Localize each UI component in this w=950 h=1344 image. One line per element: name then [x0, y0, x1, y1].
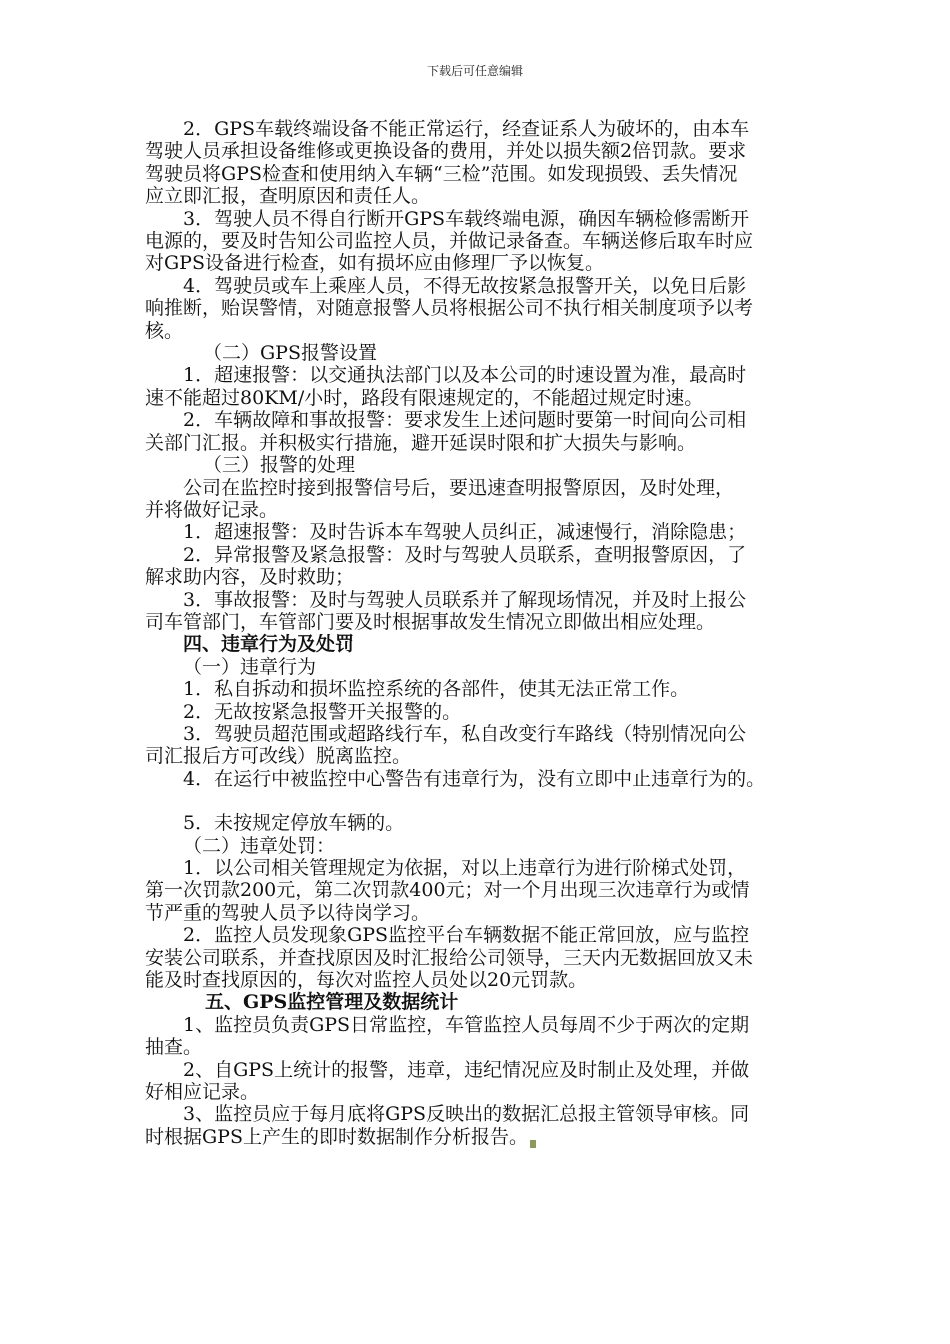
paragraph-line: 2、自GPS上统计的报警，违章，违纪情况应及时制止及处理，并做: [183, 1058, 750, 1081]
paragraph-line: 3、监控员应于每月底将GPS反映出的数据汇总报主管领导审核。同: [183, 1103, 750, 1126]
paragraph-line: 2．GPS车载终端设备不能正常运行，经查证系人为破坏的，由本车: [183, 118, 750, 140]
paragraph-line: 驾驶人员承担设备维修或更换设备的费用，并处以损失额2倍罚款。要求: [145, 140, 747, 163]
paragraph-line: 3．驾驶员超范围或超路线行车，私自改变行车路线（特别情况向公: [183, 722, 747, 745]
paragraph-line: 1．以公司相关管理规定为依据，对以上违章行为进行阶梯式处罚，: [183, 857, 747, 879]
paragraph-line: 司汇报后方可改线）脱离监控。: [145, 745, 412, 768]
paragraph-line: 安装公司联系，并查找原因及时汇报给公司领导，三天内无数据回放又未: [145, 946, 754, 969]
paragraph-line: 3．驾驶人员不得自行断开GPS车载终端电源，确因车辆检修需断开: [183, 207, 750, 230]
paragraph-line: 驾驶员将GPS检查和使用纳入车辆“三检”范围。如发现损毁、丢失情况: [145, 162, 738, 185]
paragraph-line: 4．驾驶员或车上乘座人员，不得无故按紧急报警开关，以免日后影: [183, 274, 747, 297]
paragraph-line: 第一次罚款200元，第二次罚款400元；对一个月出现三次违章行为或情: [145, 879, 750, 902]
paragraph-line: 2．监控人员发现象GPS监控平台车辆数据不能正常回放，应与监控: [183, 924, 750, 947]
document-body: [145, 118, 865, 1148]
subsection-heading: （二）GPS报警设置: [203, 342, 377, 365]
paragraph-line: 1．超速报警：以交通执法部门以及本公司的时速设置为准，最高时: [183, 364, 747, 387]
section-heading: 五、GPS监控管理及数据统计: [205, 991, 459, 1014]
paragraph-line: 响推断，贻误警情，对随意报警人员将根据公司不执行相关制度项予以考: [145, 297, 754, 320]
paragraph-line: 司车管部门，车管部门要及时根据事故发生情况立即做出相应处理。: [145, 610, 716, 633]
paragraph-line: 电源的，要及时告知公司监控人员，并做记录备查。车辆送修后取车时应: [145, 230, 754, 253]
paragraph-line: 关部门汇报。并积极实行措施，避开延误时限和扩大损失与影响。: [145, 431, 697, 454]
paragraph-line: [145, 1126, 865, 1148]
paragraph-line: 5．未按规定停放车辆的。: [183, 812, 405, 835]
paragraph-line: 能及时查找原因的，每次对监控人员处以20元罚款。: [145, 969, 588, 992]
paragraph-line: 并将做好记录。: [145, 498, 279, 521]
paragraph-line: 2．无故按紧急报警开关报警的。: [183, 700, 462, 723]
paragraph-line: 节严重的驾驶人员予以待岗学习。: [145, 901, 431, 924]
editor-mark-icon: [530, 1140, 536, 1148]
blank-line: [145, 790, 865, 812]
paragraph-line: 2．异常报警及紧急报警：及时与驾驶人员联系，查明报警原因，了: [183, 543, 747, 566]
subsection-heading: （三）报警的处理: [203, 454, 356, 477]
paragraph-line: 抽查。: [145, 1036, 203, 1059]
subsection-heading: （二）违章处罚：: [183, 834, 336, 857]
paragraph-line: 3．事故报警：及时与驾驶人员联系并了解现场情况，并及时上报公: [183, 588, 747, 611]
subsection-heading: （一）违章行为: [183, 655, 317, 678]
paragraph-line-text: 时根据GPS上产生的即时数据制作分析报告。: [145, 1125, 528, 1148]
paragraph-line: 4．在运行中被监控中心警告有违章行为，没有立即中止违章行为的。: [183, 767, 766, 790]
page-header: 下载后可任意编辑: [426, 64, 523, 78]
paragraph-line: 核。: [145, 319, 184, 342]
paragraph-line: 公司在监控时接到报警信号后，要迅速查明报警原因，及时处理，: [183, 476, 735, 499]
paragraph-line: 应立即汇报，查明原因和责任人。: [145, 185, 431, 208]
paragraph-line: 对GPS设备进行检查，如有损坏应由修理厂予以恢复。: [145, 252, 604, 275]
paragraph-line: 1．私自拆动和损坏监控系统的各部件，使其无法正常工作。: [183, 678, 690, 701]
paragraph-line: 解求助内容，及时救助；: [145, 566, 355, 589]
paragraph-line: 1、监控员负责GPS日常监控，车管监控人员每周不少于两次的定期: [183, 1013, 750, 1036]
paragraph-line: 2．车辆故障和事故报警：要求发生上述问题时要第一时间向公司相: [183, 409, 747, 432]
paragraph-line: 好相应记录。: [145, 1081, 260, 1104]
paragraph-line: 速不能超过80KM/小时，路段有限速规定的，不能超过规定时速。: [145, 386, 704, 409]
section-heading: 四、违章行为及处罚: [183, 633, 355, 656]
paragraph-line: 1．超速报警：及时告诉本车驾驶人员纠正，减速慢行，消除隐患；: [183, 521, 747, 544]
